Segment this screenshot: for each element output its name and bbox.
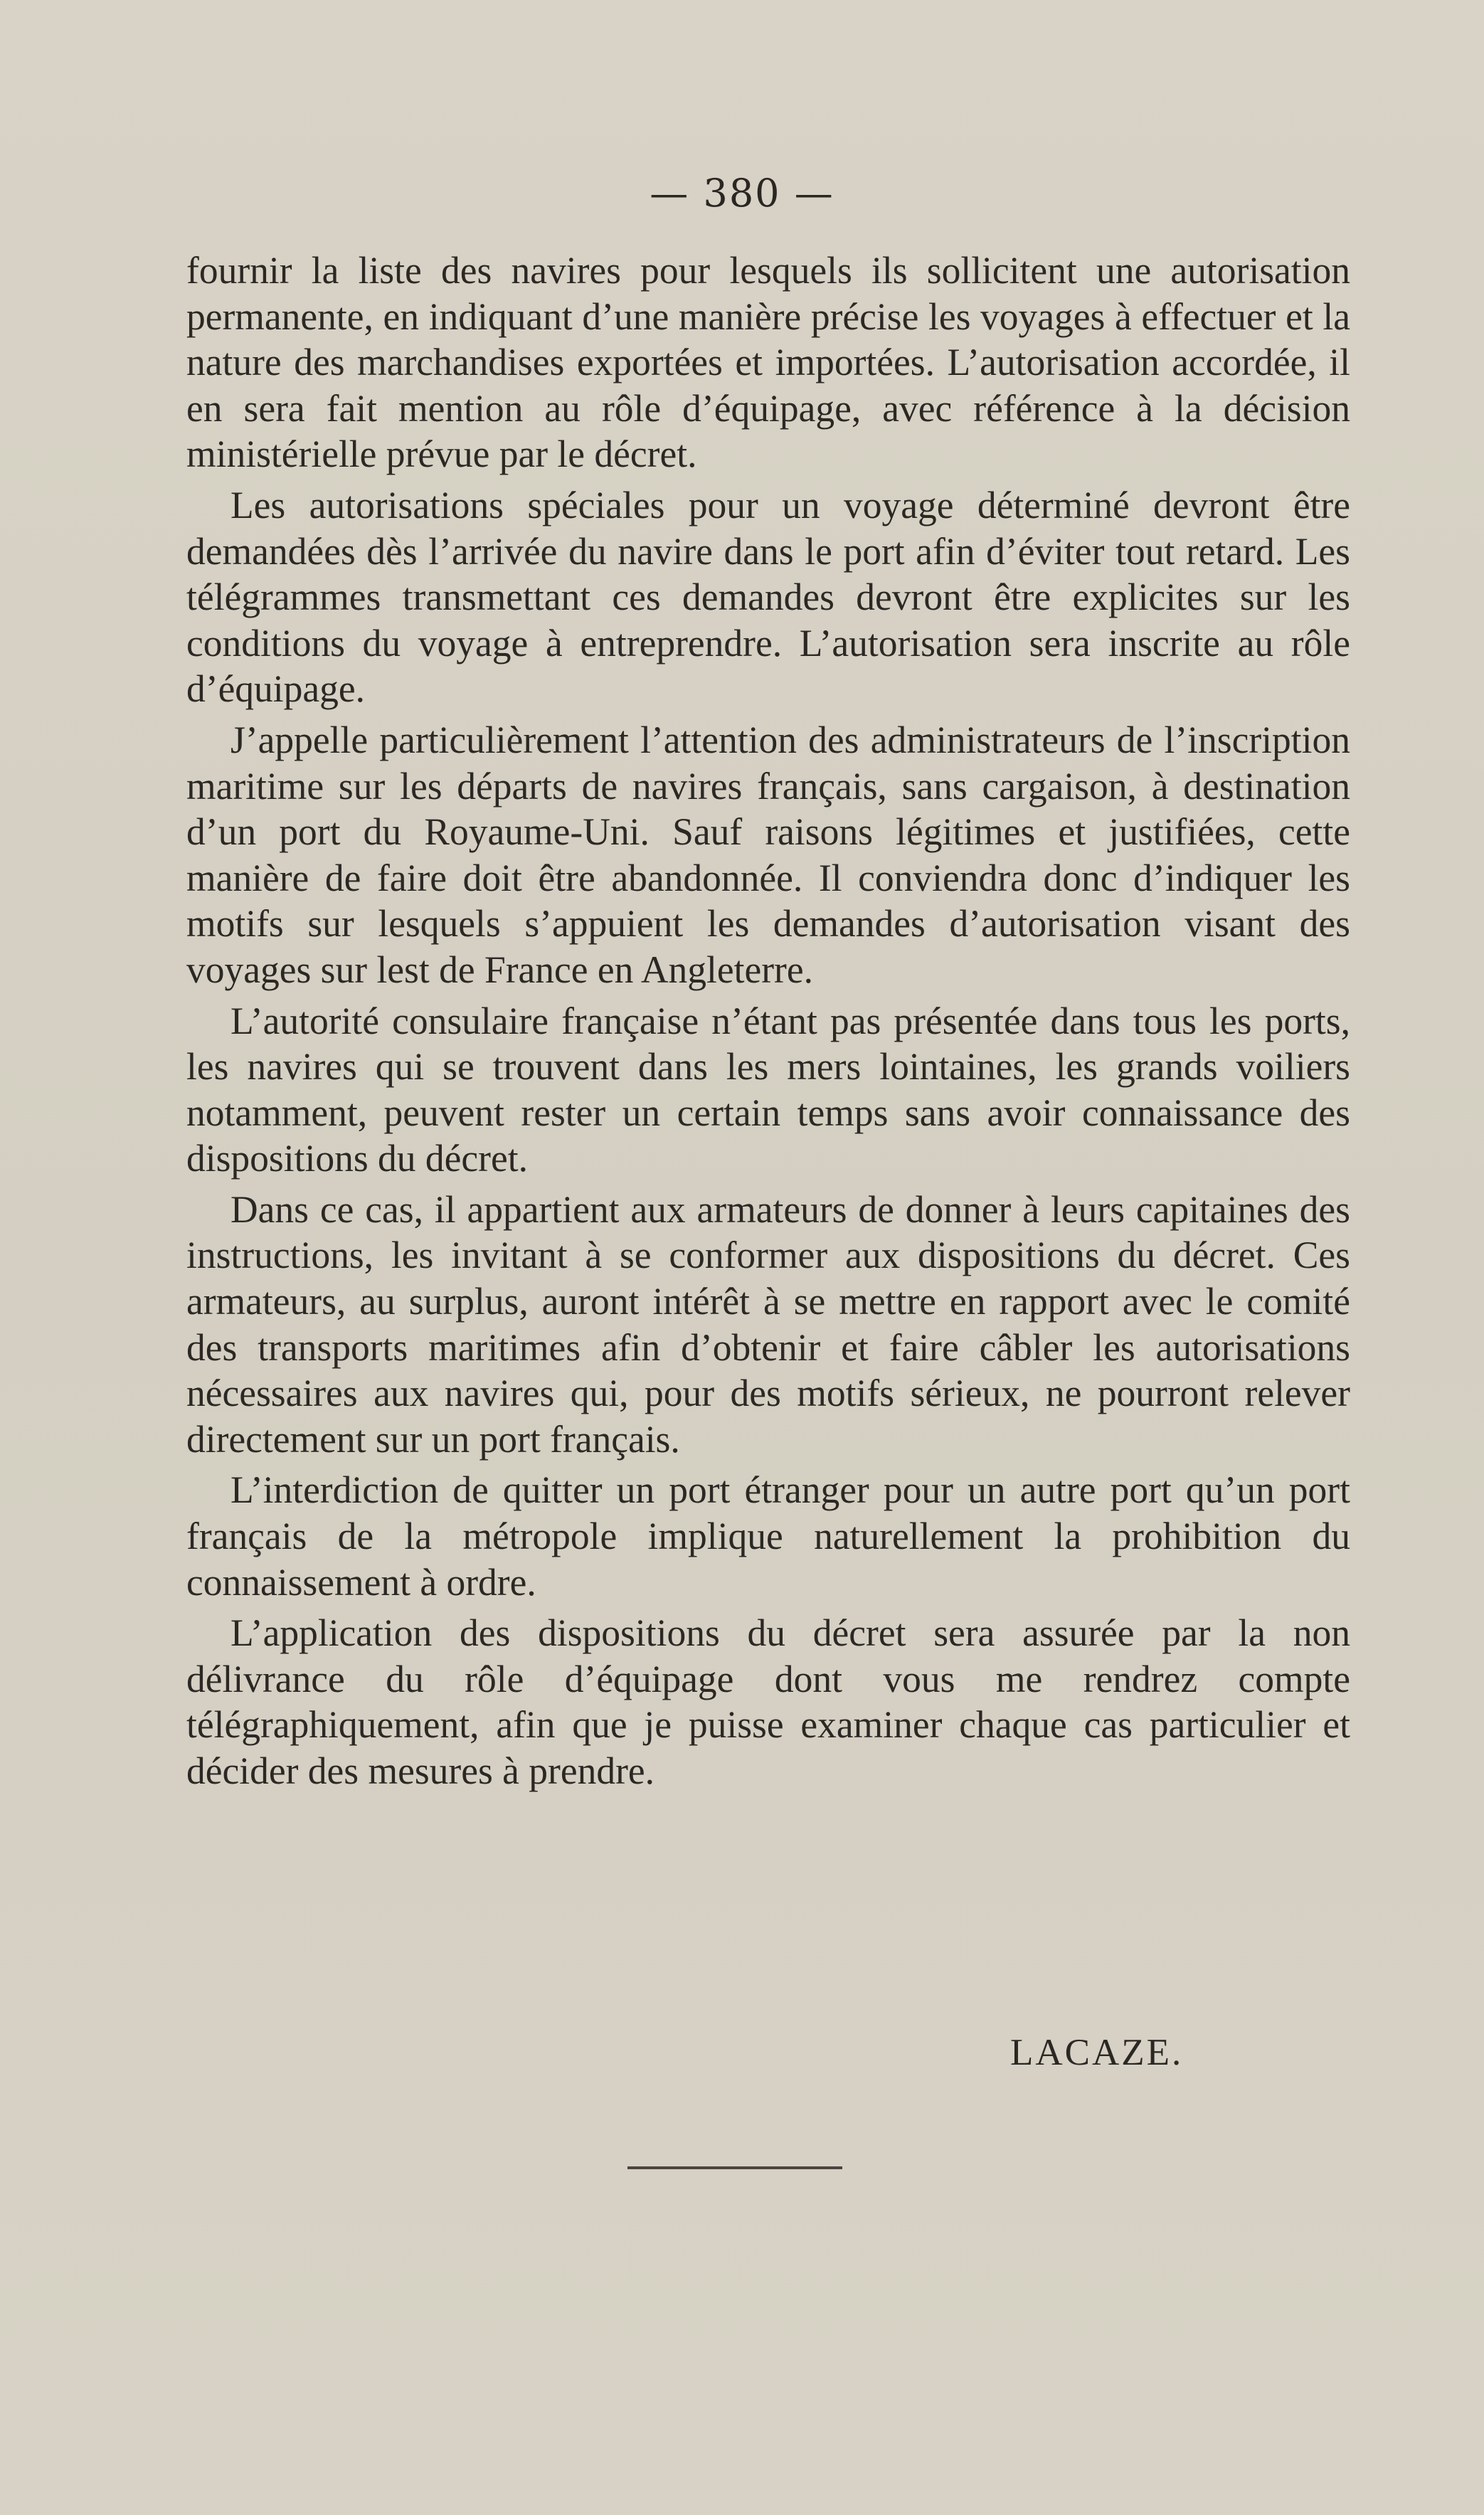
paragraph-shipowners: Dans ce cas, il appartient aux armateurs de donner à leurs capitaines des instructions, les invitant à se conformer aux dispositions du décret. Ces armateurs, au surplus, auront intérêt à se mettre en rapport avec le comité des transports maritimes afin d’obtenir et faire câbler les autorisations nécessaires aux navires qui, pour des motifs sérieux, ne pourront relever directement sur un port français. [186, 1187, 1350, 1461]
paragraph-interdiction: L’interdiction de quitter un port étranger pour un autre port qu’un port français de la métropole implique naturellement la prohibition du connaissement à ordre. [186, 1468, 1350, 1604]
paragraph-special-authorizations: Les autorisations spéciales pour un voyage déterminé devront être demandées dès l’arrivée du navire dans le port afin d’éviter tout retard. Les télégrammes transmettant ces demandes devront être explicites sur les conditions du voyage à entreprendre. L’autorisation sera inscrite au rôle d’équipage. [186, 483, 1350, 711]
page-number: — 380 — [650, 171, 834, 216]
body-text [186, 248, 1350, 1799]
paragraph-continuation: fournir la liste des navires pour lesquels ils sollicitent une autorisation permanente, en indiquant d’une manière précise les voyages à effectuer et la nature des marchandises exportées et importées. L’autorisation accordée, il en sera fait mention au rôle d’équipage, avec référence à la décision ministérielle prévue par le décret. [186, 249, 1350, 476]
paragraph-departures-uk: J’appelle particulièrement l’attention des administrateurs de l’inscription maritime sur les départs de navires français, sans cargaison, à destination d’un port du Royaume-Uni. Sauf raisons légitimes et justifiées, cette manière de faire doit être abandonnée. Il conviendra donc d’indiquer les motifs sur lesquels s’appuient les demandes d’autorisation visant des voyages sur lest de France en Angleterre. [186, 718, 1350, 991]
paragraph-consular-authority: L’autorité consulaire française n’étant pas présentée dans tous les ports, les navires qui se trouvent dans les mers lointaines, les grands voiliers notamment, peuvent rester un certain temps sans avoir connaissance des dispositions du décret. [186, 999, 1350, 1180]
signature: LACAZE. [1010, 2032, 1184, 2073]
paragraph-application: L’application des dispositions du décret sera assurée par la non délivrance du rôle d’équipage dont vous me rendrez compte télégraphiquement, afin que je puisse examiner chaque cas particulier et décider des mesures à prendre. [186, 1611, 1350, 1792]
closing-rule [627, 2166, 842, 2169]
